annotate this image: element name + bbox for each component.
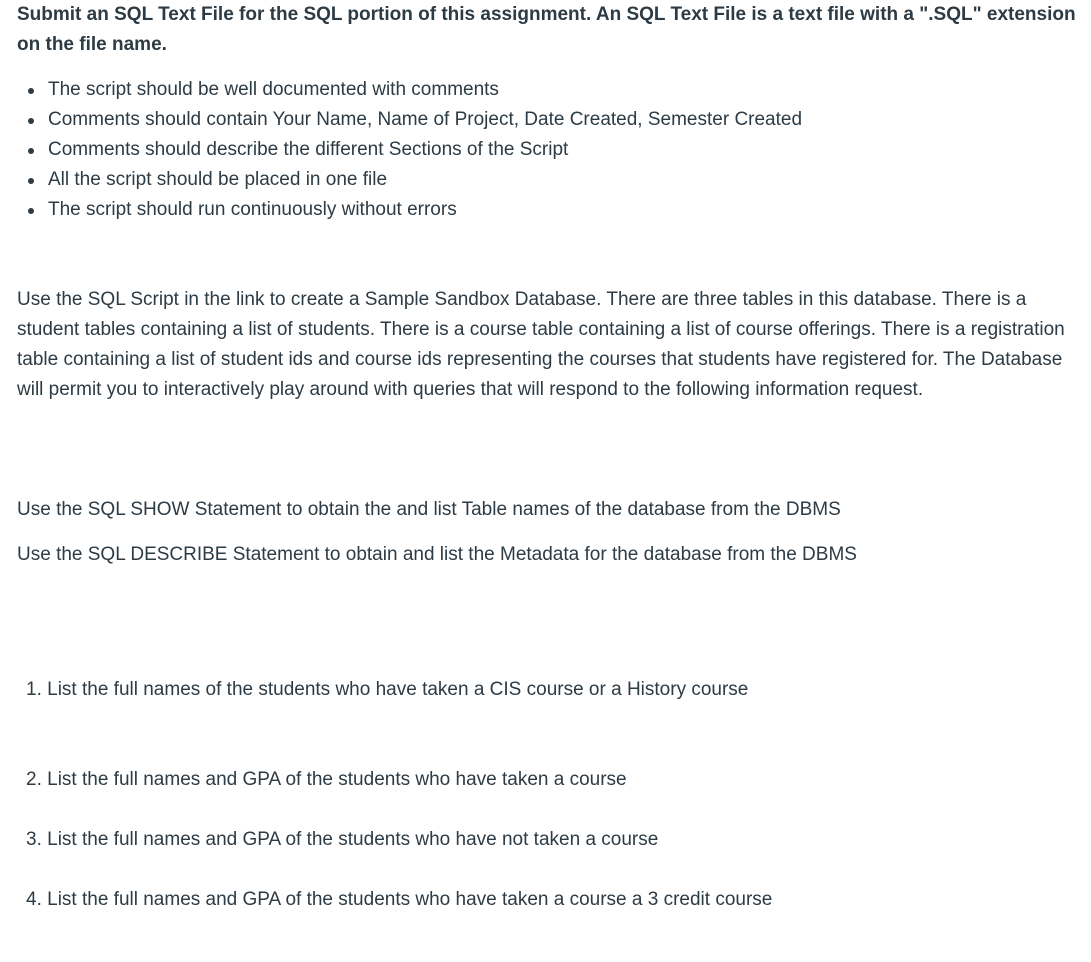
intro-text: Submit an SQL Text File for the SQL portion of this assignment. An SQL Text File is a text file with a ".SQL" extension on the file name. <box>17 4 1076 55</box>
question-1: 1. List the full names of the students who have taken a CIS course or a History course <box>26 679 749 700</box>
question-4: 4. List the full names and GPA of the students who have taken a course a 3 credit course <box>26 889 773 910</box>
bullet-icon <box>28 118 34 124</box>
list-item <box>17 75 802 105</box>
question-2: 2. List the full names and GPA of the students who have taken a course <box>26 769 627 790</box>
bullet-icon <box>28 88 34 94</box>
requirement-text: The script should be well documented with comments <box>48 79 499 100</box>
describe-statement-paragraph: Use the SQL DESCRIBE Statement to obtain and list the Metadata for the database from the DBMS <box>17 544 857 565</box>
list-item <box>17 165 802 195</box>
requirement-text: Comments should describe the different Sections of the Script <box>48 139 569 160</box>
requirements-list <box>17 75 802 225</box>
requirement-text: Comments should contain Your Name, Name of Project, Date Created, Semester Created <box>48 109 803 130</box>
bullet-icon <box>28 208 34 214</box>
bullet-icon <box>28 178 34 184</box>
sandbox-paragraph: Use the SQL Script in the link to create a Sample Sandbox Database. There are three tables in this database. There is a student tables containing a list of students. There is a course table containing a list of course offerings. There is a registration table containing a list of student ids and course ids representing the courses that students have registered for. The Database will permit you to interactively play around with queries that will respond to the following information request. <box>17 289 1065 400</box>
question-3: 3. List the full names and GPA of the students who have not taken a course <box>26 829 659 850</box>
list-item <box>17 135 802 165</box>
show-statement-paragraph: Use the SQL SHOW Statement to obtain the and list Table names of the database from the DBMS <box>17 499 841 520</box>
list-item <box>17 195 802 225</box>
requirement-text: The script should run continuously without errors <box>48 199 457 220</box>
bullet-icon <box>28 148 34 154</box>
requirement-text: All the script should be placed in one file <box>48 169 388 190</box>
list-item <box>17 105 802 135</box>
